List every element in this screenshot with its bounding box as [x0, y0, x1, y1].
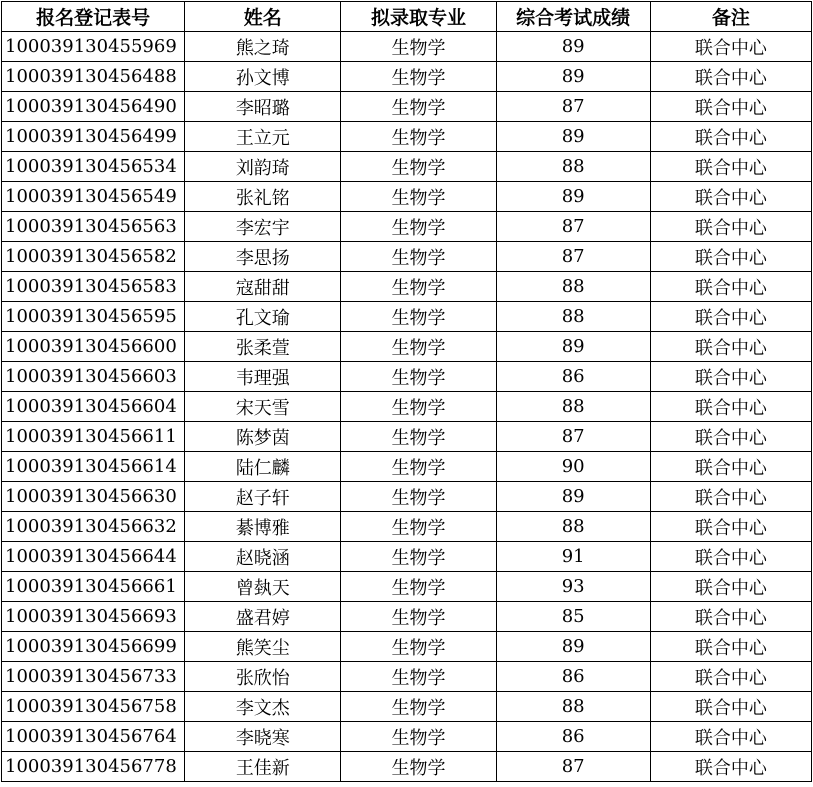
name-cell: 韦理强: [185, 362, 341, 392]
name-cell: 赵晓涵: [185, 542, 341, 572]
table-row: [2, 632, 812, 662]
major-cell: 生物学: [341, 122, 496, 152]
registration-number-cell: 100039130455969: [2, 32, 185, 62]
registration-number-cell: 100039130456490: [2, 92, 185, 122]
table-row: [2, 182, 812, 212]
major-cell: 生物学: [341, 212, 496, 242]
table-header: [2, 2, 812, 32]
table-row: [2, 752, 812, 782]
remarks-cell: 联合中心: [650, 512, 811, 542]
remarks-cell: 联合中心: [650, 572, 811, 602]
score-cell: 91: [496, 542, 650, 572]
remarks-cell: 联合中心: [650, 632, 811, 662]
table-row: [2, 62, 812, 92]
table-row: [2, 152, 812, 182]
score-cell: 86: [496, 662, 650, 692]
score-cell: 87: [496, 752, 650, 782]
score-cell: 93: [496, 572, 650, 602]
registration-number-cell: 100039130456614: [2, 452, 185, 482]
score-cell: 88: [496, 692, 650, 722]
table-row: [2, 212, 812, 242]
remarks-cell: 联合中心: [650, 602, 811, 632]
score-cell: 88: [496, 302, 650, 332]
major-cell: 生物学: [341, 602, 496, 632]
major-cell: 生物学: [341, 182, 496, 212]
registration-number-cell: 100039130456611: [2, 422, 185, 452]
table-row: [2, 302, 812, 332]
major-cell: 生物学: [341, 32, 496, 62]
score-cell: 89: [496, 182, 650, 212]
score-cell: 88: [496, 512, 650, 542]
remarks-cell: 联合中心: [650, 752, 811, 782]
registration-number-cell: 100039130456630: [2, 482, 185, 512]
major-cell: 生物学: [341, 722, 496, 752]
table-body: [2, 32, 812, 782]
remarks-cell: 联合中心: [650, 662, 811, 692]
score-cell: 89: [496, 482, 650, 512]
name-cell: 张欣怡: [185, 662, 341, 692]
score-cell: 86: [496, 722, 650, 752]
table-row: [2, 122, 812, 152]
remarks-cell: 联合中心: [650, 692, 811, 722]
major-cell: 生物学: [341, 632, 496, 662]
table-row: [2, 452, 812, 482]
name-cell: 李思扬: [185, 242, 341, 272]
table-row: [2, 362, 812, 392]
table-row: [2, 482, 812, 512]
header-major: 拟录取专业: [341, 2, 496, 32]
name-cell: 孙文博: [185, 62, 341, 92]
name-cell: 李晓寒: [185, 722, 341, 752]
name-cell: 寇甜甜: [185, 272, 341, 302]
table-row: [2, 32, 812, 62]
score-cell: 89: [496, 62, 650, 92]
remarks-cell: 联合中心: [650, 182, 811, 212]
remarks-cell: 联合中心: [650, 542, 811, 572]
name-cell: 盛君婷: [185, 602, 341, 632]
registration-number-cell: 100039130456583: [2, 272, 185, 302]
remarks-cell: 联合中心: [650, 32, 811, 62]
remarks-cell: 联合中心: [650, 422, 811, 452]
table-row: [2, 332, 812, 362]
registration-number-cell: 100039130456699: [2, 632, 185, 662]
name-cell: 张礼铭: [185, 182, 341, 212]
name-cell: 王立元: [185, 122, 341, 152]
header-registration-number: 报名登记表号: [2, 2, 185, 32]
registration-number-cell: 100039130456603: [2, 362, 185, 392]
registration-number-cell: 100039130456733: [2, 662, 185, 692]
major-cell: 生物学: [341, 572, 496, 602]
remarks-cell: 联合中心: [650, 242, 811, 272]
score-cell: 88: [496, 392, 650, 422]
remarks-cell: 联合中心: [650, 92, 811, 122]
name-cell: 刘韵琦: [185, 152, 341, 182]
score-cell: 89: [496, 122, 650, 152]
major-cell: 生物学: [341, 92, 496, 122]
score-cell: 88: [496, 272, 650, 302]
table-row: [2, 272, 812, 302]
major-cell: 生物学: [341, 332, 496, 362]
table-row: [2, 602, 812, 632]
remarks-cell: 联合中心: [650, 152, 811, 182]
table-row: [2, 92, 812, 122]
major-cell: 生物学: [341, 302, 496, 332]
name-cell: 李昭璐: [185, 92, 341, 122]
name-cell: 陆仁麟: [185, 452, 341, 482]
registration-number-cell: 100039130456693: [2, 602, 185, 632]
major-cell: 生物学: [341, 512, 496, 542]
admission-table: [1, 1, 812, 782]
name-cell: 王佳新: [185, 752, 341, 782]
name-cell: 李宏宇: [185, 212, 341, 242]
major-cell: 生物学: [341, 152, 496, 182]
score-cell: 87: [496, 212, 650, 242]
major-cell: 生物学: [341, 542, 496, 572]
registration-number-cell: 100039130456661: [2, 572, 185, 602]
table-row: [2, 722, 812, 752]
header-row: [2, 2, 812, 32]
table-row: [2, 512, 812, 542]
name-cell: 宋天雪: [185, 392, 341, 422]
score-cell: 90: [496, 452, 650, 482]
registration-number-cell: 100039130456534: [2, 152, 185, 182]
registration-number-cell: 100039130456582: [2, 242, 185, 272]
registration-number-cell: 100039130456632: [2, 512, 185, 542]
score-cell: 89: [496, 632, 650, 662]
major-cell: 生物学: [341, 62, 496, 92]
remarks-cell: 联合中心: [650, 332, 811, 362]
registration-number-cell: 100039130456499: [2, 122, 185, 152]
score-cell: 86: [496, 362, 650, 392]
name-cell: 陈梦茵: [185, 422, 341, 452]
registration-number-cell: 100039130456764: [2, 722, 185, 752]
remarks-cell: 联合中心: [650, 392, 811, 422]
registration-number-cell: 100039130456563: [2, 212, 185, 242]
name-cell: 赵子轩: [185, 482, 341, 512]
registration-number-cell: 100039130456600: [2, 332, 185, 362]
remarks-cell: 联合中心: [650, 482, 811, 512]
table-row: [2, 572, 812, 602]
remarks-cell: 联合中心: [650, 212, 811, 242]
registration-number-cell: 100039130456488: [2, 62, 185, 92]
remarks-cell: 联合中心: [650, 122, 811, 152]
name-cell: 孔文瑜: [185, 302, 341, 332]
name-cell: 张柔萱: [185, 332, 341, 362]
name-cell: 曾埶天: [185, 572, 341, 602]
major-cell: 生物学: [341, 272, 496, 302]
registration-number-cell: 100039130456604: [2, 392, 185, 422]
remarks-cell: 联合中心: [650, 362, 811, 392]
header-score: 综合考试成绩: [496, 2, 650, 32]
table-row: [2, 422, 812, 452]
remarks-cell: 联合中心: [650, 272, 811, 302]
major-cell: 生物学: [341, 692, 496, 722]
score-cell: 85: [496, 602, 650, 632]
table-row: [2, 242, 812, 272]
remarks-cell: 联合中心: [650, 452, 811, 482]
score-cell: 88: [496, 152, 650, 182]
remarks-cell: 联合中心: [650, 302, 811, 332]
registration-number-cell: 100039130456758: [2, 692, 185, 722]
score-cell: 87: [496, 92, 650, 122]
header-name: 姓名: [185, 2, 341, 32]
name-cell: 李文杰: [185, 692, 341, 722]
major-cell: 生物学: [341, 392, 496, 422]
score-cell: 87: [496, 242, 650, 272]
name-cell: 綦博雅: [185, 512, 341, 542]
major-cell: 生物学: [341, 482, 496, 512]
major-cell: 生物学: [341, 422, 496, 452]
remarks-cell: 联合中心: [650, 62, 811, 92]
name-cell: 熊之琦: [185, 32, 341, 62]
table-row: [2, 392, 812, 422]
major-cell: 生物学: [341, 452, 496, 482]
major-cell: 生物学: [341, 662, 496, 692]
registration-number-cell: 100039130456595: [2, 302, 185, 332]
score-cell: 89: [496, 332, 650, 362]
registration-number-cell: 100039130456549: [2, 182, 185, 212]
score-cell: 87: [496, 422, 650, 452]
table-row: [2, 542, 812, 572]
major-cell: 生物学: [341, 362, 496, 392]
table-row: [2, 692, 812, 722]
registration-number-cell: 100039130456778: [2, 752, 185, 782]
major-cell: 生物学: [341, 242, 496, 272]
header-remarks: 备注: [650, 2, 811, 32]
major-cell: 生物学: [341, 752, 496, 782]
name-cell: 熊笑尘: [185, 632, 341, 662]
table-row: [2, 662, 812, 692]
registration-number-cell: 100039130456644: [2, 542, 185, 572]
remarks-cell: 联合中心: [650, 722, 811, 752]
score-cell: 89: [496, 32, 650, 62]
